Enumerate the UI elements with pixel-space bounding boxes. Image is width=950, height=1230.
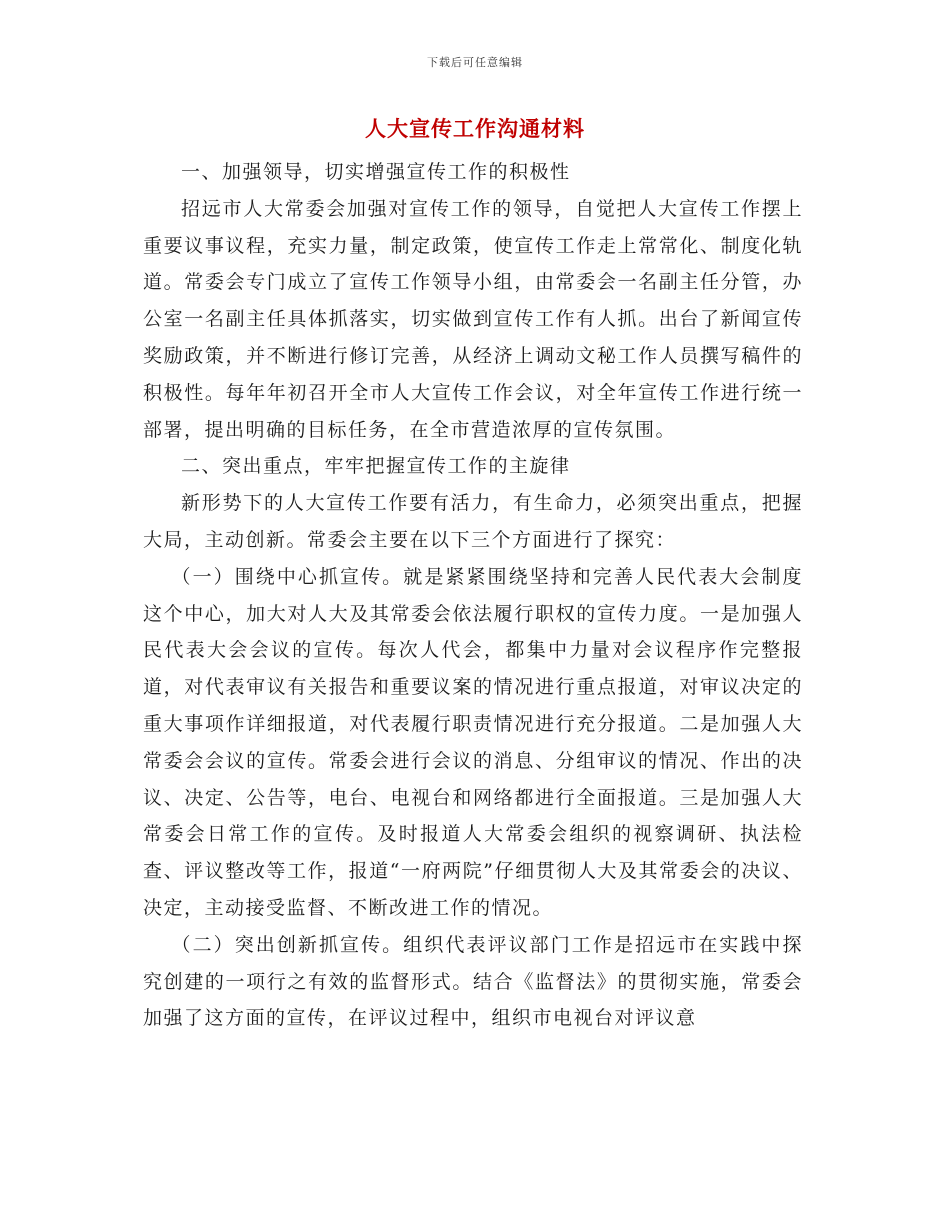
page-header-note: 下载后可任意编辑 bbox=[427, 56, 523, 69]
document-body bbox=[143, 154, 803, 1037]
section-heading-1: 一、加强领导，切实增强宣传工作的积极性 bbox=[181, 161, 571, 183]
body-paragraph-1: 招远市人大常委会加强对宣传工作的领导，自觉把人大宣传工作摆上重要议事议程，充实力量，制定政策，使宣传工作走上常常化、制度化轨道。常委会专门成立了宣传工作领导小组，由常委会一名副主任分管，办公室一名副主任具体抓落实，切实做到宣传工作有人抓。出台了新闻宣传奖励政策，并不断进行修订完善，从经济上调动文秘工作人员撰写稿件的积极性。每年年初召开全市人大宣传工作会议，对全年宣传工作进行统一部署，提出明确的目标任务，在全市营造浓厚的宣传氛围。 bbox=[143, 197, 803, 441]
subsection-paragraph-2: （二）突出创新抓宣传。组织代表评议部门工作是招远市在实践中探究创建的一项行之有效的监督形式。结合《监督法》的贯彻实施，常委会加强了这方面的宣传，在评议过程中，组织市电视台对评议意 bbox=[143, 933, 803, 1030]
section-heading-2: 二、突出重点，牢牢把握宣传工作的主旋律 bbox=[181, 455, 571, 478]
document-title: 人大宣传工作沟通材料 bbox=[365, 116, 585, 141]
body-paragraph-2: 新形势下的人大宣传工作要有活力，有生命力，必须突出重点，把握大局，主动创新。常委会主要在以下三个方面进行了探究： bbox=[143, 492, 803, 551]
subsection-paragraph-1: （一）围绕中心抓宣传。就是紧紧围绕坚持和完善人民代表大会制度这个中心，加大对人大及其常委会依法履行职权的宣传力度。一是加强人民代表大会会议的宣传。每次人代会，都集中力量对会议程序作完整报道，对代表审议有关报告和重要议案的情况进行重点报道，对审议决定的重大事项作详细报道，对代表履行职责情况进行充分报道。二是加强人大常委会会议的宣传。常委会进行会议的消息、分组审议的情况、作出的决议、决定、公告等，电台、电视台和网络都进行全面报道。三是加强人大常委会日常工作的宣传。及时报道人大常委会组织的视察调研、执法检查、评议整改等工作，报道“一府两院”仔细贯彻人大及其常委会的决议、决定，主动接受监督、不断改进工作的情况。 bbox=[143, 565, 803, 919]
